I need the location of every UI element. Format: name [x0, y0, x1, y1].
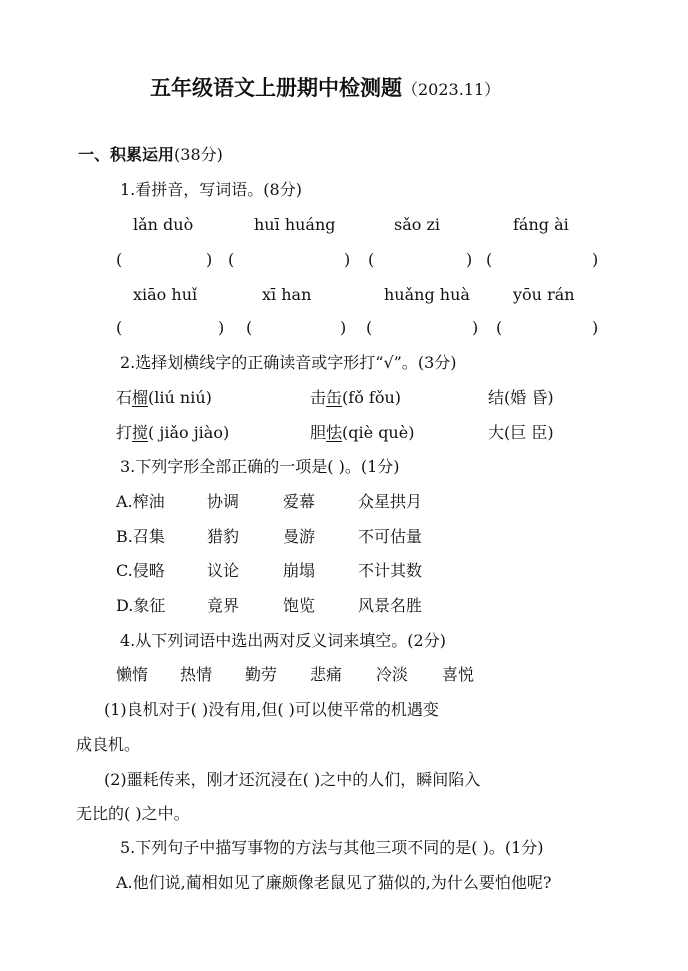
answer-paren-open[interactable]: ( — [228, 250, 235, 269]
item-char: 石 — [116, 388, 133, 407]
answer-paren-open[interactable]: ( — [486, 250, 493, 269]
q3-option-label[interactable]: A.榨油 — [116, 492, 165, 511]
item-char: 胆 — [310, 423, 327, 442]
q3-word: 爱幕 — [283, 492, 316, 511]
answer-paren-open[interactable]: ( — [116, 318, 123, 337]
underlined-char: 缶 — [326, 388, 343, 407]
q5-prompt: 5.下列句子中描写事物的方法与其他三项不同的是( )。(1分) — [120, 838, 544, 857]
q3-word: 崩塌 — [283, 561, 316, 580]
q3-word: 饱览 — [283, 596, 316, 615]
answer-paren-close[interactable]: ) — [592, 250, 599, 269]
q2-item[interactable] — [310, 388, 401, 408]
q4-word: 勤劳 — [245, 665, 278, 684]
q4-word: 热情 — [180, 665, 213, 684]
q3-word: 竟界 — [207, 596, 240, 615]
answer-paren-open[interactable]: ( — [496, 318, 503, 337]
q1-prompt: 1.看拼音，写词语。(8分) — [120, 180, 302, 199]
q4-sentence-1: (1)良机对于( )没有用,但( )可以使平常的机遇变 — [104, 700, 439, 719]
q3-option-label[interactable]: D.象征 — [116, 596, 166, 615]
q3-option-label[interactable]: C.侵略 — [116, 561, 165, 580]
item-options: (liú niú) — [148, 388, 212, 407]
section-label: 一、积累运用 — [78, 145, 175, 164]
underlined-char: 搅 — [132, 423, 149, 442]
answer-paren-close[interactable]: ) — [340, 318, 347, 337]
q3-prompt: 3.下列字形全部正确的一项是( )。(1分) — [120, 457, 400, 476]
q4-sentence-1-cont: 成良机。 — [76, 735, 141, 754]
item-options: (qiè què) — [342, 423, 415, 442]
pinyin-4: fáng ài — [513, 215, 569, 234]
q3-word: 协调 — [207, 492, 240, 511]
answer-paren-close[interactable]: ) — [206, 250, 213, 269]
section-heading — [78, 145, 223, 165]
item-char: 击 — [310, 388, 327, 407]
answer-paren-close[interactable]: ) — [592, 318, 599, 337]
q3-word: 曼游 — [283, 527, 316, 546]
pinyin-5: xiāo huǐ — [133, 285, 198, 304]
title-main: 五年级语文上册期中检测题 — [150, 75, 402, 100]
item-options: ( jiǎo jiào) — [148, 423, 230, 442]
q3-option-label[interactable]: B.召集 — [116, 527, 165, 546]
q4-word: 懒惰 — [116, 665, 149, 684]
underlined-char: 怯 — [326, 423, 343, 442]
answer-paren-close[interactable]: ) — [472, 318, 479, 337]
answer-paren-close[interactable]: ) — [466, 250, 473, 269]
page-title — [150, 72, 500, 102]
q3-word: 不计其数 — [358, 561, 423, 580]
q3-word: 不可估量 — [358, 527, 423, 546]
q3-word: 议论 — [207, 561, 240, 580]
title-date: （2023.11） — [402, 80, 501, 99]
pinyin-1: lǎn duò — [133, 215, 194, 234]
pinyin-3: sǎo zi — [394, 215, 441, 234]
answer-paren-open[interactable]: ( — [246, 318, 253, 337]
q4-sentence-2-cont: 无比的( )之中。 — [76, 804, 190, 823]
q2-item[interactable] — [310, 423, 414, 443]
q4-word: 冷淡 — [376, 665, 409, 684]
answer-paren-open[interactable]: ( — [366, 318, 373, 337]
q4-sentence-2: (2)噩耗传来，刚才还沉浸在( )之中的人们，瞬间陷入 — [104, 770, 481, 789]
answer-paren-open[interactable]: ( — [368, 250, 375, 269]
item-options: (fǒ fǒu) — [342, 388, 402, 407]
q2-prompt: 2.选择划横线字的正确读音或字形打“√”。(3分) — [120, 353, 457, 372]
pinyin-6: xī han — [262, 285, 312, 304]
item-char: 打 — [116, 423, 133, 442]
q3-word: 众星拱月 — [358, 492, 423, 511]
q5-option-a[interactable]: A.他们说,蔺相如见了廉颇像老鼠见了猫似的,为什么要怕他呢? — [116, 873, 552, 892]
section-score: (38分) — [174, 145, 223, 164]
q2-item[interactable] — [488, 423, 554, 443]
pinyin-2: huī huáng — [254, 215, 336, 234]
q3-word: 猎豹 — [207, 527, 240, 546]
q2-item[interactable] — [116, 423, 229, 443]
q2-item[interactable] — [116, 388, 212, 408]
q4-word: 悲痛 — [310, 665, 343, 684]
answer-paren-open[interactable]: ( — [116, 250, 123, 269]
pinyin-7: huǎng huà — [384, 285, 470, 304]
item-options: (巨 臣) — [504, 423, 554, 442]
item-char: 大 — [488, 423, 505, 442]
answer-paren-close[interactable]: ) — [344, 250, 351, 269]
q4-word: 喜悦 — [442, 665, 475, 684]
item-options: (婚 昏) — [504, 388, 554, 407]
answer-paren-close[interactable]: ) — [218, 318, 225, 337]
q2-item[interactable] — [488, 388, 554, 408]
pinyin-8: yōu rán — [513, 285, 575, 304]
underlined-char: 榴 — [132, 388, 149, 407]
q3-word: 风景名胜 — [358, 596, 423, 615]
item-char: 结 — [488, 388, 505, 407]
q4-prompt: 4.从下列词语中选出两对反义词来填空。(2分) — [120, 631, 446, 650]
